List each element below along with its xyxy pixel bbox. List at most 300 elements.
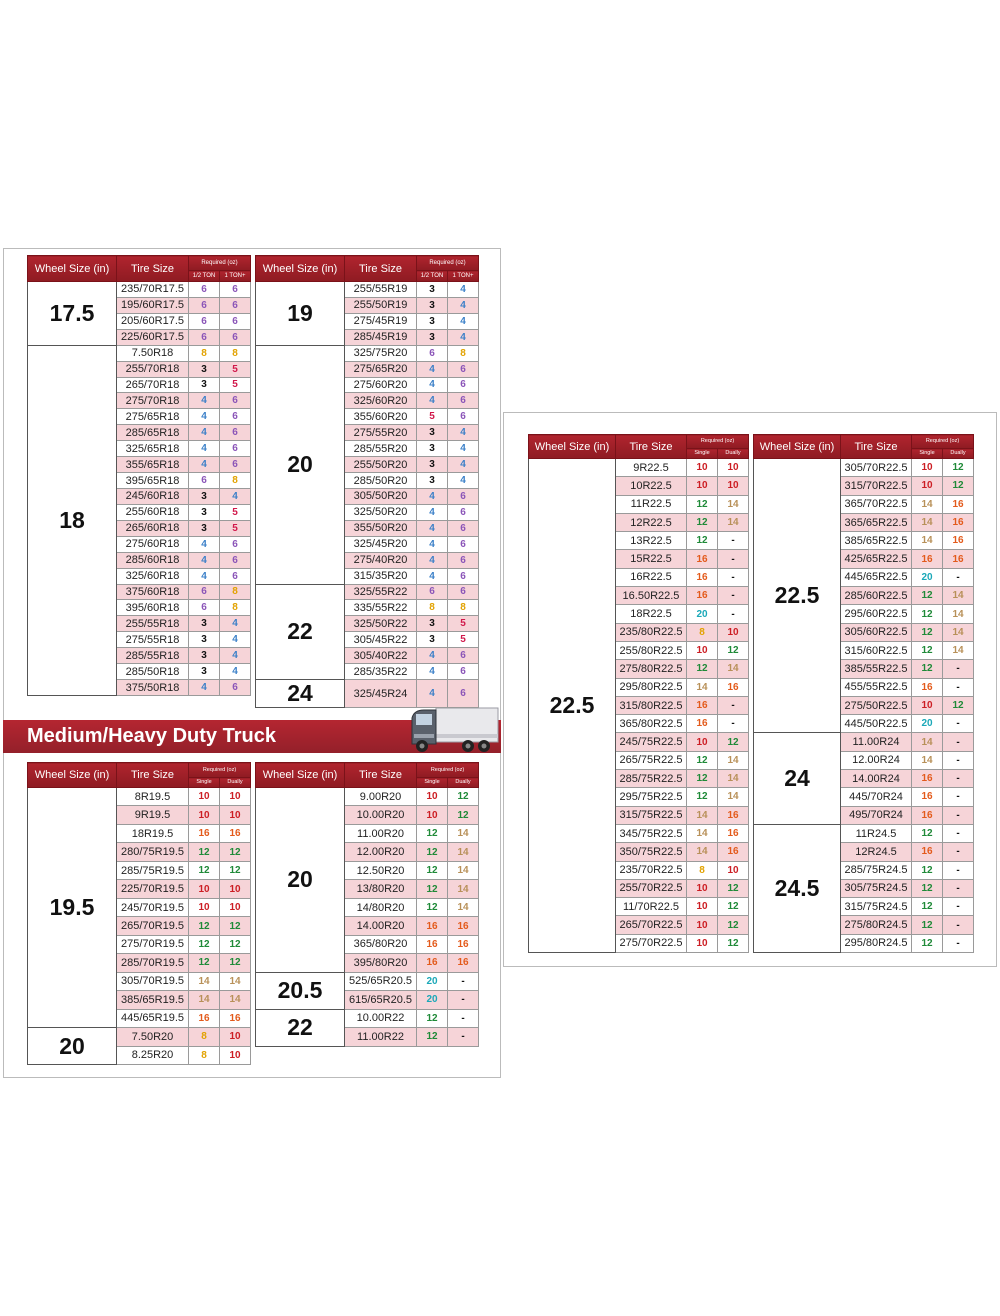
- tire-size-header: Tire Size: [345, 256, 417, 282]
- required-oz-value: 10: [189, 898, 220, 916]
- required-oz-value: 12: [912, 861, 943, 879]
- required-oz-value: 10: [220, 1028, 251, 1046]
- required-oz-value: 10: [417, 806, 448, 824]
- tire-size-cell: 16.50R22.5: [616, 587, 687, 605]
- subheader-one-ton: 1 TON+: [448, 271, 479, 282]
- required-oz-value: 14: [448, 898, 479, 916]
- wheel-size-cell: 18: [28, 345, 117, 695]
- required-oz-value: 16: [687, 696, 718, 714]
- tire-size-cell: 285/75R24.5: [841, 861, 912, 879]
- tire-size-cell: 525/65R20.5: [345, 972, 417, 990]
- required-oz-value: 10: [687, 459, 718, 477]
- tire-size-header: Tire Size: [616, 435, 687, 459]
- tire-size-cell: 10.00R20: [345, 806, 417, 824]
- tire-size-cell: 275/80R24.5: [841, 916, 912, 934]
- tire-size-cell: 285/50R18: [117, 664, 189, 680]
- required-oz-value: 14: [448, 880, 479, 898]
- wheel-size-header: Wheel Size (in): [256, 763, 345, 788]
- tire-size-cell: 11R22.5: [616, 495, 687, 513]
- required-oz-value: 14: [687, 824, 718, 842]
- required-oz-value: 10: [687, 733, 718, 751]
- tire-size-cell: 365/65R22.5: [841, 513, 912, 531]
- required-oz-value: 16: [417, 954, 448, 972]
- required-oz-value: 16: [718, 678, 749, 696]
- required-oz-value: 16: [912, 843, 943, 861]
- tire-size-cell: 285/65R18: [117, 425, 189, 441]
- required-oz-value: 10: [687, 477, 718, 495]
- required-oz-value: 5: [220, 520, 251, 536]
- required-oz-value: 8: [220, 584, 251, 600]
- tire-size-cell: 385/65R22.5: [841, 532, 912, 550]
- required-oz-value: 4: [448, 297, 479, 313]
- tire-size-cell: 395/80R20: [345, 954, 417, 972]
- required-oz-value: 4: [189, 425, 220, 441]
- required-oz-value: 16: [189, 1009, 220, 1027]
- required-oz-value: 12: [448, 788, 479, 806]
- required-oz-value: 12: [912, 898, 943, 916]
- required-oz-value: 5: [448, 632, 479, 648]
- required-oz-value: 12: [417, 898, 448, 916]
- required-oz-value: 12: [220, 917, 251, 935]
- required-oz-value: 3: [189, 520, 220, 536]
- required-oz-value: 3: [189, 377, 220, 393]
- required-oz-value: 6: [448, 568, 479, 584]
- wheel-size-header: Wheel Size (in): [754, 435, 841, 459]
- required-oz-value: 6: [448, 648, 479, 664]
- required-oz-value: 4: [220, 648, 251, 664]
- required-oz-value: 14: [912, 733, 943, 751]
- required-oz-value: 4: [448, 329, 479, 345]
- required-oz-value: -: [718, 715, 749, 733]
- required-oz-value: -: [718, 696, 749, 714]
- required-oz-value: 4: [189, 457, 220, 473]
- required-oz-value: 6: [220, 457, 251, 473]
- required-oz-value: 3: [417, 313, 448, 329]
- tire-size-cell: 305/70R19.5: [117, 972, 189, 990]
- tire-size-cell: 285/60R22.5: [841, 587, 912, 605]
- required-oz-value: 5: [417, 409, 448, 425]
- tire-size-cell: 285/60R18: [117, 552, 189, 568]
- required-oz-value: 8: [189, 345, 220, 361]
- tire-size-cell: 275/40R20: [345, 552, 417, 568]
- required-oz-value: -: [943, 824, 974, 842]
- tire-size-header: Tire Size: [117, 256, 189, 282]
- required-oz-value: 14: [718, 788, 749, 806]
- tire-size-cell: 315/35R20: [345, 568, 417, 584]
- required-oz-value: 4: [448, 282, 479, 298]
- required-oz-value: 6: [448, 664, 479, 680]
- required-oz-value: 10: [687, 879, 718, 897]
- required-oz-value: 16: [718, 824, 749, 842]
- required-oz-value: 4: [189, 680, 220, 696]
- required-oz-value: -: [943, 879, 974, 897]
- tire-size-cell: 255/70R22.5: [616, 879, 687, 897]
- required-oz-value: 6: [220, 425, 251, 441]
- tire-size-cell: 325/45R24: [345, 680, 417, 708]
- required-oz-value: 12: [220, 861, 251, 879]
- required-oz-value: 6: [220, 297, 251, 313]
- required-oz-value: 8: [220, 473, 251, 489]
- required-oz-value: 10: [687, 641, 718, 659]
- tire-size-cell: 285/35R22: [345, 664, 417, 680]
- tire-size-cell: 375/60R18: [117, 584, 189, 600]
- required-oz-value: 12: [189, 917, 220, 935]
- required-oz-value: 16: [448, 917, 479, 935]
- tire-size-cell: 10R22.5: [616, 477, 687, 495]
- wheel-size-cell: 24: [256, 680, 345, 708]
- required-oz-value: 14: [943, 587, 974, 605]
- required-oz-value: 12: [912, 605, 943, 623]
- heavy-truck-table-3: [528, 434, 749, 953]
- required-oz-value: 4: [220, 632, 251, 648]
- tire-size-cell: 355/60R20: [345, 409, 417, 425]
- tire-size-cell: 325/55R22: [345, 584, 417, 600]
- required-oz-value: 12: [687, 513, 718, 531]
- tire-size-cell: 18R22.5: [616, 605, 687, 623]
- tire-size-cell: 11.00R20: [345, 824, 417, 842]
- required-oz-value: 16: [912, 770, 943, 788]
- required-oz-value: 10: [718, 861, 749, 879]
- required-oz-value: 12: [943, 696, 974, 714]
- required-oz-header: Required (oz): [417, 256, 479, 271]
- wheel-size-cell: 22: [256, 1009, 345, 1046]
- tire-size-cell: 325/45R20: [345, 536, 417, 552]
- tire-size-cell: 16R22.5: [616, 568, 687, 586]
- required-oz-value: -: [943, 843, 974, 861]
- tire-size-cell: 12R24.5: [841, 843, 912, 861]
- tire-size-cell: 14.00R24: [841, 770, 912, 788]
- required-oz-value: 12: [912, 641, 943, 659]
- required-oz-value: 12: [220, 935, 251, 953]
- tire-size-cell: 265/70R19.5: [117, 917, 189, 935]
- required-oz-value: 5: [220, 377, 251, 393]
- table-row: [754, 733, 974, 751]
- required-oz-value: -: [718, 532, 749, 550]
- tire-size-cell: 9R19.5: [117, 806, 189, 824]
- tire-size-cell: 385/65R19.5: [117, 991, 189, 1009]
- tire-size-cell: 305/70R22.5: [841, 459, 912, 477]
- required-oz-value: 6: [448, 680, 479, 708]
- tire-size-cell: 13R22.5: [616, 532, 687, 550]
- tire-size-cell: 365/70R22.5: [841, 495, 912, 513]
- tire-size-cell: 235/80R22.5: [616, 623, 687, 641]
- tire-size-cell: 255/60R18: [117, 504, 189, 520]
- required-oz-value: -: [943, 733, 974, 751]
- tire-size-cell: 325/60R20: [345, 393, 417, 409]
- required-oz-value: 10: [687, 898, 718, 916]
- tire-size-cell: 350/75R22.5: [616, 843, 687, 861]
- required-oz-value: -: [943, 806, 974, 824]
- required-oz-value: 10: [718, 623, 749, 641]
- required-oz-value: -: [943, 568, 974, 586]
- required-oz-value: 4: [189, 409, 220, 425]
- tire-size-cell: 295/75R22.5: [616, 788, 687, 806]
- required-oz-value: 16: [943, 495, 974, 513]
- required-oz-value: 4: [448, 457, 479, 473]
- required-oz-value: 14: [912, 532, 943, 550]
- required-oz-value: -: [943, 934, 974, 952]
- subheader-dually: Dually: [718, 449, 749, 459]
- required-oz-value: 20: [417, 972, 448, 990]
- required-oz-value: 4: [220, 664, 251, 680]
- required-oz-value: 10: [220, 806, 251, 824]
- required-oz-value: 16: [220, 824, 251, 842]
- wheel-size-header: Wheel Size (in): [28, 256, 117, 282]
- required-oz-value: 12: [912, 824, 943, 842]
- required-oz-value: 8: [220, 600, 251, 616]
- required-oz-value: 5: [448, 616, 479, 632]
- required-oz-value: 12: [718, 879, 749, 897]
- required-oz-value: 4: [220, 616, 251, 632]
- table-row: [256, 345, 479, 361]
- tire-size-cell: 275/55R18: [117, 632, 189, 648]
- required-oz-value: 16: [912, 788, 943, 806]
- required-oz-value: 8: [189, 1028, 220, 1046]
- required-oz-value: 6: [220, 552, 251, 568]
- required-oz-value: 6: [448, 584, 479, 600]
- tire-size-cell: 265/70R22.5: [616, 916, 687, 934]
- required-oz-value: 12: [912, 916, 943, 934]
- wheel-size-cell: 22.5: [529, 459, 616, 953]
- tire-size-cell: 8R19.5: [117, 788, 189, 806]
- required-oz-value: 4: [189, 536, 220, 552]
- required-oz-value: -: [718, 550, 749, 568]
- required-oz-value: -: [448, 1009, 479, 1027]
- subheader-half-ton: 1/2 TON: [189, 271, 220, 282]
- tire-size-cell: 275/55R20: [345, 425, 417, 441]
- tire-size-cell: 325/50R22: [345, 616, 417, 632]
- required-oz-value: 10: [687, 916, 718, 934]
- tire-size-cell: 255/55R18: [117, 616, 189, 632]
- required-oz-value: -: [943, 788, 974, 806]
- wheel-size-cell: 24: [754, 733, 841, 824]
- tire-size-cell: 9.00R20: [345, 788, 417, 806]
- required-oz-value: 12: [687, 532, 718, 550]
- tire-size-cell: 275/70R18: [117, 393, 189, 409]
- wheel-size-cell: 22.5: [754, 459, 841, 733]
- wheel-size-cell: 19: [256, 282, 345, 346]
- required-oz-value: -: [943, 861, 974, 879]
- wheel-size-cell: 20: [28, 1028, 117, 1065]
- required-oz-value: 6: [417, 584, 448, 600]
- required-oz-value: 6: [220, 441, 251, 457]
- wheel-size-cell: 20: [256, 788, 345, 973]
- required-oz-value: 3: [189, 632, 220, 648]
- required-oz-value: 4: [417, 488, 448, 504]
- tire-size-cell: 8.25R20: [117, 1046, 189, 1064]
- table-row: [256, 788, 479, 806]
- required-oz-value: 3: [189, 648, 220, 664]
- required-oz-value: 16: [718, 806, 749, 824]
- required-oz-value: 10: [220, 788, 251, 806]
- required-oz-value: 14: [189, 972, 220, 990]
- required-oz-value: 14: [912, 495, 943, 513]
- wheel-size-cell: 20: [256, 345, 345, 584]
- tire-size-cell: 11R24.5: [841, 824, 912, 842]
- required-oz-value: 6: [448, 520, 479, 536]
- required-oz-value: 8: [687, 861, 718, 879]
- required-oz-value: 4: [189, 393, 220, 409]
- required-oz-value: 16: [417, 935, 448, 953]
- tire-size-cell: 13/80R20: [345, 880, 417, 898]
- tire-size-cell: 365/80R20: [345, 935, 417, 953]
- required-oz-value: 14: [912, 513, 943, 531]
- required-oz-value: 6: [189, 600, 220, 616]
- required-oz-value: 4: [448, 313, 479, 329]
- wheel-size-cell: 19.5: [28, 788, 117, 1028]
- required-oz-value: 4: [189, 568, 220, 584]
- tire-size-header: Tire Size: [345, 763, 417, 788]
- required-oz-value: 6: [189, 313, 220, 329]
- required-oz-value: 6: [189, 329, 220, 345]
- required-oz-value: 20: [417, 991, 448, 1009]
- required-oz-value: 14: [943, 641, 974, 659]
- light-truck-table-2: [255, 255, 479, 708]
- required-oz-value: 14: [687, 843, 718, 861]
- required-oz-value: 14: [943, 605, 974, 623]
- required-oz-value: -: [943, 715, 974, 733]
- required-oz-value: 4: [448, 425, 479, 441]
- tire-size-cell: 325/65R18: [117, 441, 189, 457]
- tire-size-cell: 345/75R22.5: [616, 824, 687, 842]
- tire-size-cell: 265/75R22.5: [616, 751, 687, 769]
- required-oz-value: 12: [448, 806, 479, 824]
- required-oz-value: 12: [718, 733, 749, 751]
- required-oz-value: 12: [687, 751, 718, 769]
- required-oz-value: 8: [448, 600, 479, 616]
- required-oz-value: 4: [189, 441, 220, 457]
- required-oz-value: -: [943, 916, 974, 934]
- tire-size-cell: 14/80R20: [345, 898, 417, 916]
- required-oz-value: 6: [417, 345, 448, 361]
- wheel-size-cell: 17.5: [28, 282, 117, 346]
- wheel-size-header: Wheel Size (in): [256, 256, 345, 282]
- required-oz-value: 6: [448, 488, 479, 504]
- tire-size-cell: 255/55R19: [345, 282, 417, 298]
- tire-size-cell: 315/80R22.5: [616, 696, 687, 714]
- required-oz-value: 4: [417, 377, 448, 393]
- required-oz-value: 14: [448, 824, 479, 842]
- required-oz-value: 6: [220, 282, 251, 298]
- tire-size-cell: 395/65R18: [117, 473, 189, 489]
- truck-icon: [408, 704, 500, 756]
- required-oz-value: 6: [189, 584, 220, 600]
- required-oz-value: 14: [718, 751, 749, 769]
- tire-size-cell: 255/50R20: [345, 457, 417, 473]
- required-oz-value: 16: [220, 1009, 251, 1027]
- tire-size-cell: 275/65R20: [345, 361, 417, 377]
- required-oz-value: 6: [448, 504, 479, 520]
- required-oz-value: 16: [448, 954, 479, 972]
- tire-size-cell: 9R22.5: [616, 459, 687, 477]
- required-oz-value: 12: [189, 843, 220, 861]
- table-row: [754, 459, 974, 477]
- required-oz-value: 6: [220, 680, 251, 696]
- required-oz-value: 12: [912, 587, 943, 605]
- tire-size-cell: 615/65R20.5: [345, 991, 417, 1009]
- required-oz-value: 12: [417, 1009, 448, 1027]
- required-oz-value: 14: [448, 843, 479, 861]
- tire-size-cell: 18R19.5: [117, 824, 189, 842]
- required-oz-value: -: [718, 568, 749, 586]
- required-oz-value: 10: [189, 880, 220, 898]
- tire-size-cell: 325/60R18: [117, 568, 189, 584]
- required-oz-value: 3: [417, 441, 448, 457]
- required-oz-value: 14: [687, 806, 718, 824]
- heavy-truck-table-2: [255, 762, 479, 1047]
- required-oz-value: 3: [417, 425, 448, 441]
- required-oz-value: 4: [448, 473, 479, 489]
- required-oz-value: 10: [912, 459, 943, 477]
- required-oz-value: 6: [220, 536, 251, 552]
- required-oz-value: 6: [448, 409, 479, 425]
- required-oz-value: 3: [417, 282, 448, 298]
- tire-size-cell: 245/70R19.5: [117, 898, 189, 916]
- wheel-size-cell: 20.5: [256, 972, 345, 1009]
- tire-size-cell: 395/60R18: [117, 600, 189, 616]
- tire-size-cell: 255/70R18: [117, 361, 189, 377]
- required-oz-value: 6: [189, 297, 220, 313]
- required-oz-value: 10: [687, 934, 718, 952]
- required-oz-value: 12: [687, 770, 718, 788]
- required-oz-value: 4: [417, 520, 448, 536]
- required-oz-value: 3: [417, 616, 448, 632]
- tire-size-cell: 275/80R22.5: [616, 660, 687, 678]
- required-oz-value: 12: [189, 954, 220, 972]
- required-oz-value: 10: [189, 806, 220, 824]
- wheel-size-cell: 24.5: [754, 824, 841, 952]
- required-oz-value: 3: [417, 297, 448, 313]
- tire-size-cell: 11/70R22.5: [616, 898, 687, 916]
- heavy-truck-table-4: [753, 434, 974, 953]
- required-oz-value: 12: [417, 843, 448, 861]
- required-oz-value: -: [448, 1028, 479, 1046]
- tire-size-cell: 315/75R22.5: [616, 806, 687, 824]
- required-oz-value: 6: [220, 393, 251, 409]
- required-oz-value: 4: [417, 552, 448, 568]
- tire-size-cell: 285/45R19: [345, 329, 417, 345]
- required-oz-value: 16: [687, 550, 718, 568]
- required-oz-value: -: [718, 605, 749, 623]
- required-oz-value: 16: [687, 715, 718, 733]
- tire-size-cell: 225/70R19.5: [117, 880, 189, 898]
- tire-size-cell: 375/50R18: [117, 680, 189, 696]
- required-oz-value: 3: [417, 329, 448, 345]
- required-oz-value: 14: [912, 751, 943, 769]
- tire-size-cell: 315/70R22.5: [841, 477, 912, 495]
- table-row: [28, 282, 251, 298]
- required-oz-value: -: [448, 991, 479, 1009]
- required-oz-header: Required (oz): [912, 435, 974, 449]
- required-oz-value: 12: [912, 660, 943, 678]
- required-oz-value: 12: [943, 477, 974, 495]
- required-oz-value: 10: [220, 898, 251, 916]
- required-oz-value: 12: [189, 861, 220, 879]
- tire-size-cell: 235/70R17.5: [117, 282, 189, 298]
- required-oz-value: -: [943, 751, 974, 769]
- required-oz-value: 6: [448, 552, 479, 568]
- required-oz-value: 6: [220, 313, 251, 329]
- tire-size-cell: 7.50R20: [117, 1028, 189, 1046]
- required-oz-value: -: [718, 587, 749, 605]
- required-oz-value: 16: [912, 550, 943, 568]
- required-oz-value: 3: [189, 504, 220, 520]
- tire-size-cell: 285/75R19.5: [117, 861, 189, 879]
- required-oz-value: 14: [718, 513, 749, 531]
- required-oz-value: -: [943, 678, 974, 696]
- tire-size-cell: 265/60R18: [117, 520, 189, 536]
- tire-size-cell: 15R22.5: [616, 550, 687, 568]
